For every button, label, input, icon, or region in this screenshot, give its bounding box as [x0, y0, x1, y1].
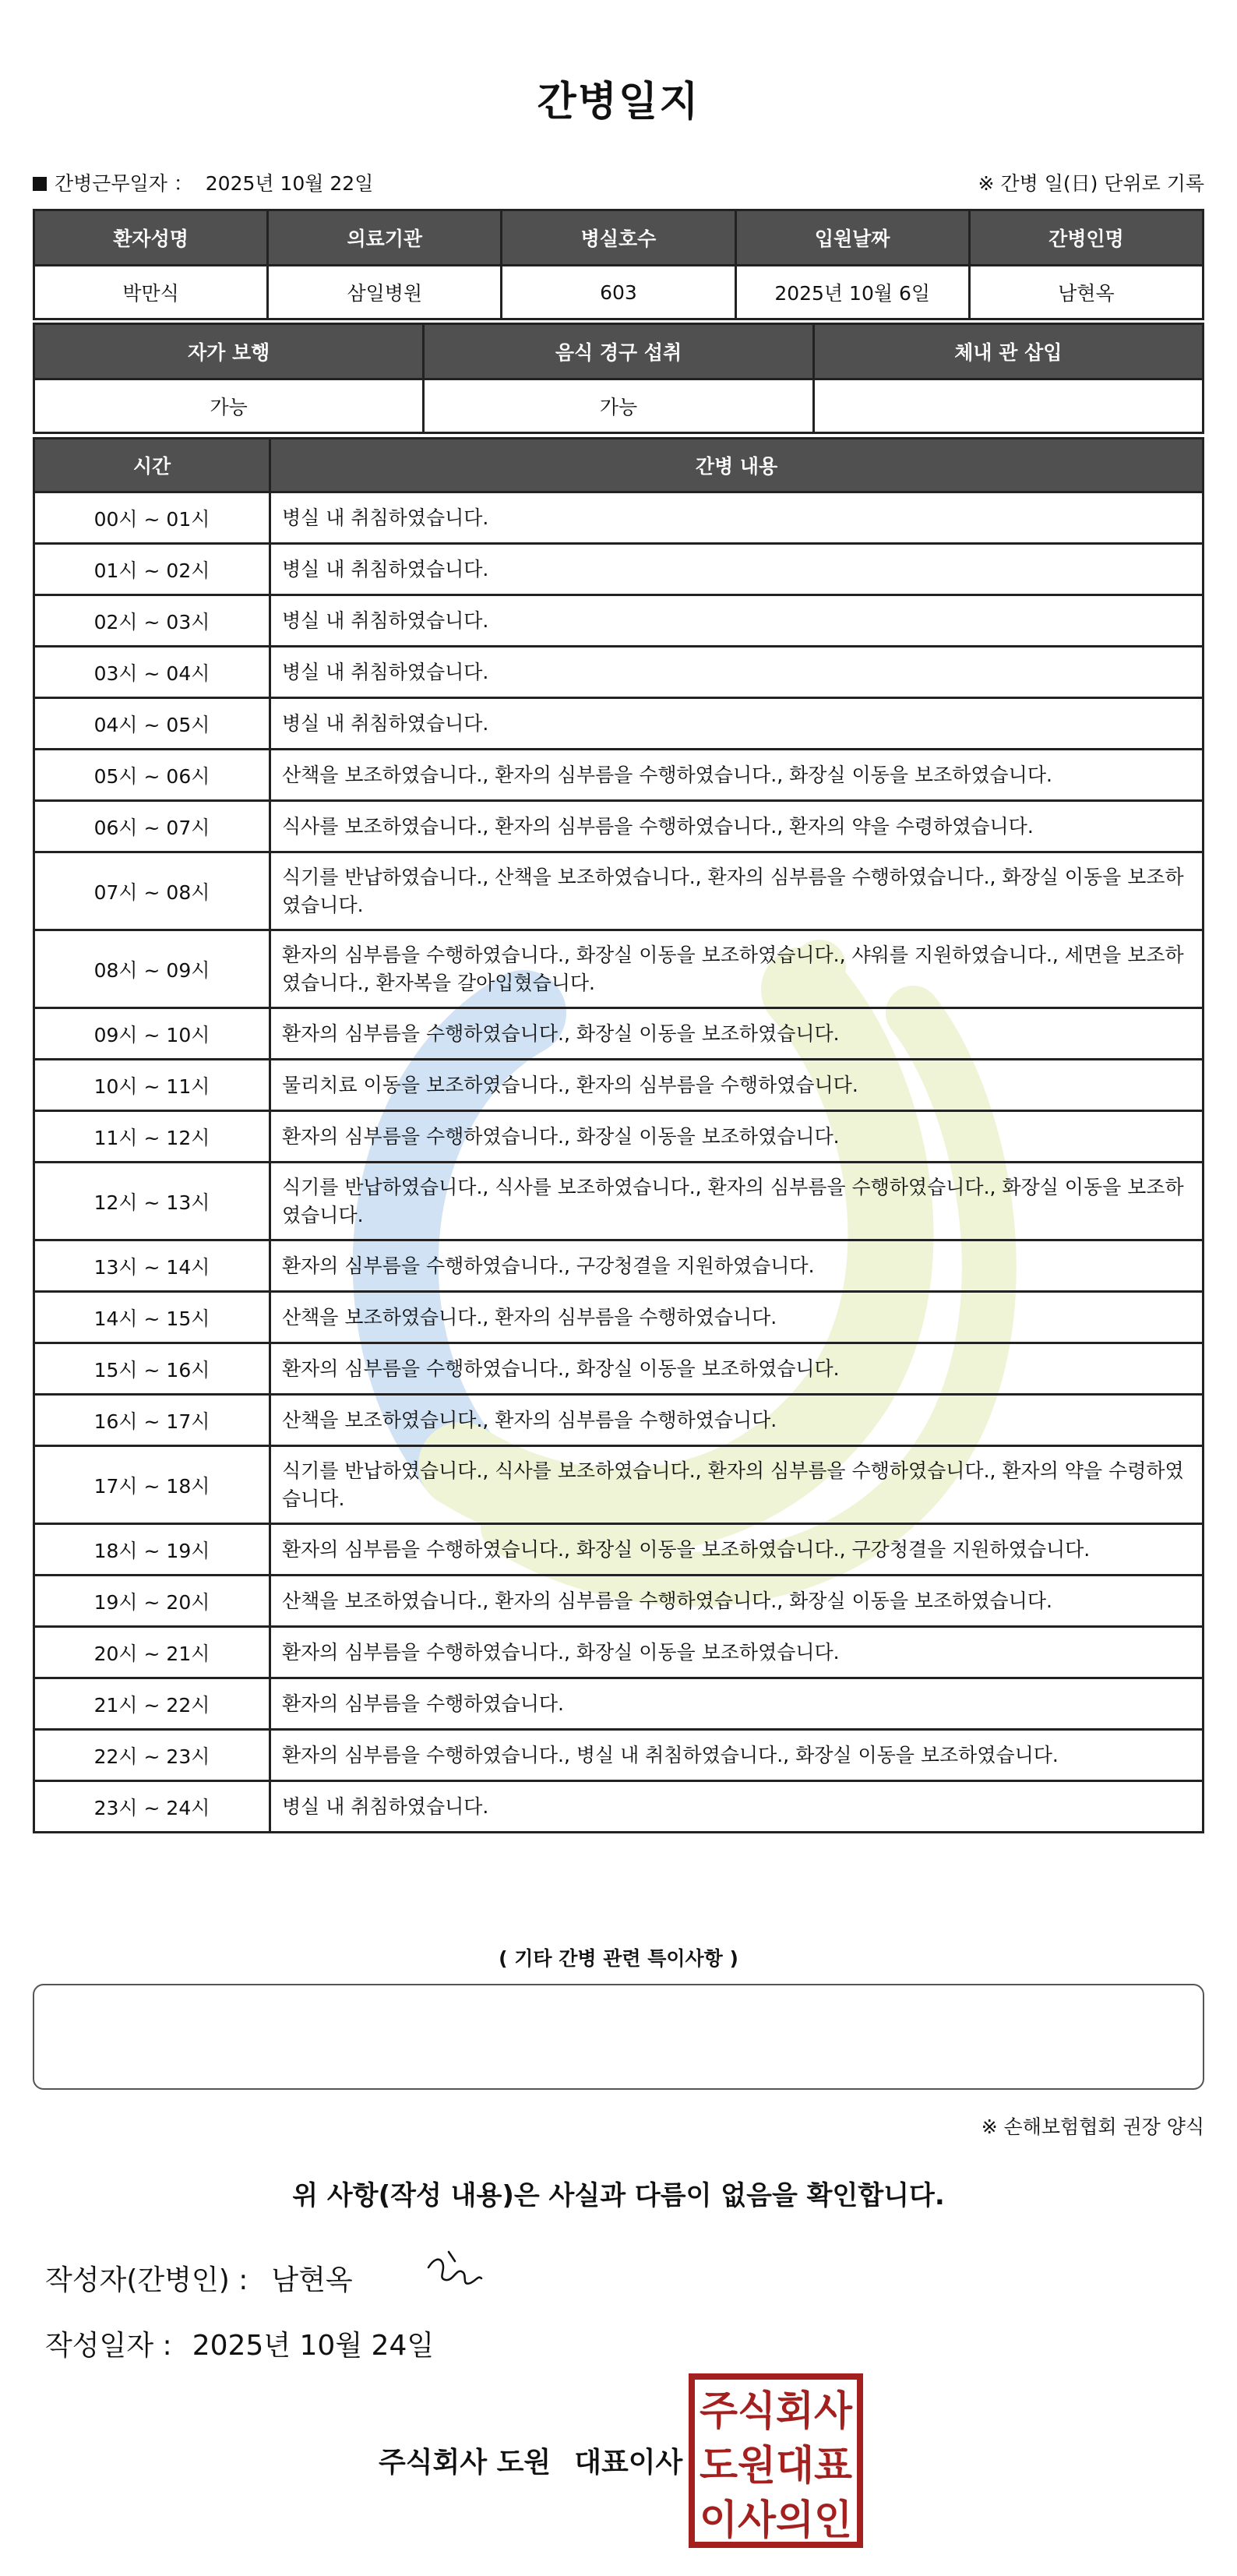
log-content: 환자의 심부름을 수행하였습니다., 화장실 이동을 보조하였습니다.	[270, 1111, 1204, 1163]
log-time: 13시 ~ 14시	[34, 1240, 270, 1292]
log-content: 환자의 심부름을 수행하였습니다., 화장실 이동을 보조하였습니다.	[270, 1343, 1204, 1395]
svg-text:도원대표: 도원대표	[700, 2443, 852, 2490]
table-row	[34, 647, 1204, 698]
writer-line	[45, 2258, 353, 2298]
written-date-line	[45, 2324, 434, 2363]
tube-insertion-value	[813, 379, 1203, 433]
log-time: 11시 ~ 12시	[34, 1111, 270, 1163]
table-row	[34, 698, 1204, 750]
table-row	[34, 492, 1204, 544]
table-row	[34, 544, 1204, 595]
oral-intake-value: 가능	[424, 379, 813, 433]
log-time: 16시 ~ 17시	[34, 1395, 270, 1446]
log-content: 환자의 심부름을 수행하였습니다., 화장실 이동을 보조하였습니다.	[270, 1627, 1204, 1678]
log-time: 23시 ~ 24시	[34, 1781, 270, 1833]
writer-label: 작성자(간병인) :	[45, 2264, 248, 2296]
table-row	[34, 1627, 1204, 1678]
log-time: 20시 ~ 21시	[34, 1627, 270, 1678]
log-content: 병실 내 취침하였습니다.	[270, 1781, 1204, 1833]
notes-title: ( 기타 간병 관련 특이사항 )	[499, 1947, 738, 1970]
admission-date: 2025년 10월 6일	[735, 266, 969, 319]
written-date-label: 작성일자 :	[45, 2330, 172, 2362]
room-number: 603	[502, 266, 735, 319]
table-header-row	[34, 324, 1204, 379]
table-row	[34, 1781, 1204, 1833]
work-date-label: 간병근무일자 ：	[55, 172, 193, 195]
patient-status-table	[33, 323, 1204, 434]
log-content: 산책을 보조하였습니다., 환자의 심부름을 수행하였습니다., 화장실 이동을 보조하였습니다.	[270, 750, 1204, 801]
care-log-body	[34, 492, 1204, 1833]
log-time: 00시 ~ 01시	[34, 492, 270, 544]
table-header-row	[34, 439, 1204, 492]
representative-title: 대표이사	[574, 2447, 683, 2479]
log-time: 05시 ~ 06시	[34, 750, 270, 801]
log-content: 식사를 보조하였습니다., 환자의 심부름을 수행하였습니다., 환자의 약을 수령하였습니다.	[270, 801, 1204, 852]
log-time: 12시 ~ 13시	[34, 1163, 270, 1240]
work-date	[33, 168, 373, 196]
company-seal-icon	[689, 2373, 863, 2548]
log-time: 04시 ~ 05시	[34, 698, 270, 750]
log-content: 산책을 보조하였습니다., 환자의 심부름을 수행하였습니다.	[270, 1292, 1204, 1343]
log-time: 21시 ~ 22시	[34, 1678, 270, 1730]
header-caregiver-name: 간병인명	[969, 210, 1203, 266]
header-care-content: 간병 내용	[270, 439, 1204, 492]
log-content: 병실 내 취침하였습니다.	[270, 698, 1204, 750]
table-row	[34, 1343, 1204, 1395]
table-row	[34, 1008, 1204, 1060]
table-row	[34, 852, 1204, 930]
header-room-number: 병실호수	[502, 210, 735, 266]
header-admission-date: 입원날짜	[735, 210, 969, 266]
table-row	[34, 1524, 1204, 1576]
table-row	[34, 930, 1204, 1008]
table-row	[34, 1240, 1204, 1292]
patient-info-table	[33, 209, 1204, 320]
confirmation-statement: 위 사항(작성 내용)은 사실과 다름이 없음을 확인합니다.	[292, 2180, 945, 2211]
table-row	[34, 1060, 1204, 1111]
notes-box	[33, 1984, 1204, 2090]
log-content: 환자의 심부름을 수행하였습니다., 구강청결을 지원하였습니다.	[270, 1240, 1204, 1292]
log-content: 환자의 심부름을 수행하였습니다., 병실 내 취침하였습니다., 화장실 이동을 보조하였습니다.	[270, 1730, 1204, 1781]
svg-text:주식회사: 주식회사	[700, 2388, 853, 2435]
log-content: 환자의 심부름을 수행하였습니다.	[270, 1678, 1204, 1730]
log-time: 17시 ~ 18시	[34, 1446, 270, 1524]
table-row	[34, 1730, 1204, 1781]
log-time: 03시 ~ 04시	[34, 647, 270, 698]
table-row	[34, 1111, 1204, 1163]
table-row	[34, 266, 1204, 319]
header-self-walking: 자가 보행	[34, 324, 424, 379]
table-row	[34, 1292, 1204, 1343]
log-content: 병실 내 취침하였습니다.	[270, 492, 1204, 544]
company-name: 주식회사 도원	[379, 2447, 552, 2479]
header-patient-name: 환자성명	[34, 210, 268, 266]
log-time: 02시 ~ 03시	[34, 595, 270, 647]
log-content: 환자의 심부름을 수행하였습니다., 화장실 이동을 보조하였습니다., 샤워를 지원하였습니다., 세면을 보조하였습니다., 환자복을 갈아입혔습니다.	[270, 930, 1204, 1008]
header-time: 시간	[34, 439, 270, 492]
log-content: 산책을 보조하였습니다., 환자의 심부름을 수행하였습니다.	[270, 1395, 1204, 1446]
written-date-value: 2025년 10월 24일	[192, 2330, 435, 2362]
log-content: 식기를 반납하였습니다., 식사를 보조하였습니다., 환자의 심부름을 수행하였습니다., 환자의 약을 수령하였습니다.	[270, 1446, 1204, 1524]
record-unit-note: ※ 간병 일(日) 단위로 기록	[978, 172, 1204, 195]
header-oral-intake: 음식 경구 섭취	[424, 324, 813, 379]
table-row	[34, 595, 1204, 647]
header-tube-insertion: 체내 관 삽입	[813, 324, 1203, 379]
svg-text:이사의인: 이사의인	[700, 2497, 852, 2544]
log-time: 10시 ~ 11시	[34, 1060, 270, 1111]
log-time: 14시 ~ 15시	[34, 1292, 270, 1343]
log-time: 07시 ~ 08시	[34, 852, 270, 930]
company-line	[379, 2440, 682, 2480]
writer-name: 남현옥	[271, 2264, 353, 2296]
log-content: 물리치료 이동을 보조하였습니다., 환자의 심부름을 수행하였습니다.	[270, 1060, 1204, 1111]
log-time: 15시 ~ 16시	[34, 1343, 270, 1395]
table-row	[34, 1163, 1204, 1240]
header-hospital: 의료기관	[268, 210, 502, 266]
log-content: 병실 내 취침하였습니다.	[270, 647, 1204, 698]
log-time: 08시 ~ 09시	[34, 930, 270, 1008]
table-row	[34, 1576, 1204, 1627]
log-time: 01시 ~ 02시	[34, 544, 270, 595]
log-time: 18시 ~ 19시	[34, 1524, 270, 1576]
work-date-value: 2025년 10월 22일	[205, 172, 374, 195]
log-content: 산책을 보조하였습니다., 환자의 심부름을 수행하였습니다., 화장실 이동을 보조하였습니다.	[270, 1576, 1204, 1627]
table-header-row	[34, 210, 1204, 266]
table-row	[34, 1446, 1204, 1524]
table-row	[34, 1395, 1204, 1446]
self-walking-value: 가능	[34, 379, 424, 433]
log-time: 09시 ~ 10시	[34, 1008, 270, 1060]
table-row	[34, 379, 1204, 433]
care-log-table	[33, 437, 1204, 1833]
log-time: 06시 ~ 07시	[34, 801, 270, 852]
log-content: 식기를 반납하였습니다., 식사를 보조하였습니다., 환자의 심부름을 수행하였습니다., 화장실 이동을 보조하였습니다.	[270, 1163, 1204, 1240]
patient-name: 박만식	[34, 266, 268, 319]
log-content: 환자의 심부름을 수행하였습니다., 화장실 이동을 보조하였습니다., 구강청결을 지원하였습니다.	[270, 1524, 1204, 1576]
log-content: 병실 내 취침하였습니다.	[270, 595, 1204, 647]
table-row	[34, 750, 1204, 801]
log-time: 22시 ~ 23시	[34, 1730, 270, 1781]
page-title: 간병일지	[537, 79, 700, 125]
log-time: 19시 ~ 20시	[34, 1576, 270, 1627]
hospital-name: 삼일병원	[268, 266, 502, 319]
square-bullet-icon	[33, 177, 47, 191]
log-content: 식기를 반납하였습니다., 산책을 보조하였습니다., 환자의 심부름을 수행하였습니다., 화장실 이동을 보조하였습니다.	[270, 852, 1204, 930]
caregiver-name: 남현옥	[969, 266, 1203, 319]
signature-icon	[422, 2244, 485, 2299]
table-row	[34, 1678, 1204, 1730]
association-note: ※ 손해보험협회 권장 양식	[981, 2115, 1204, 2138]
table-row	[34, 801, 1204, 852]
log-content: 환자의 심부름을 수행하였습니다., 화장실 이동을 보조하였습니다.	[270, 1008, 1204, 1060]
log-content: 병실 내 취침하였습니다.	[270, 544, 1204, 595]
